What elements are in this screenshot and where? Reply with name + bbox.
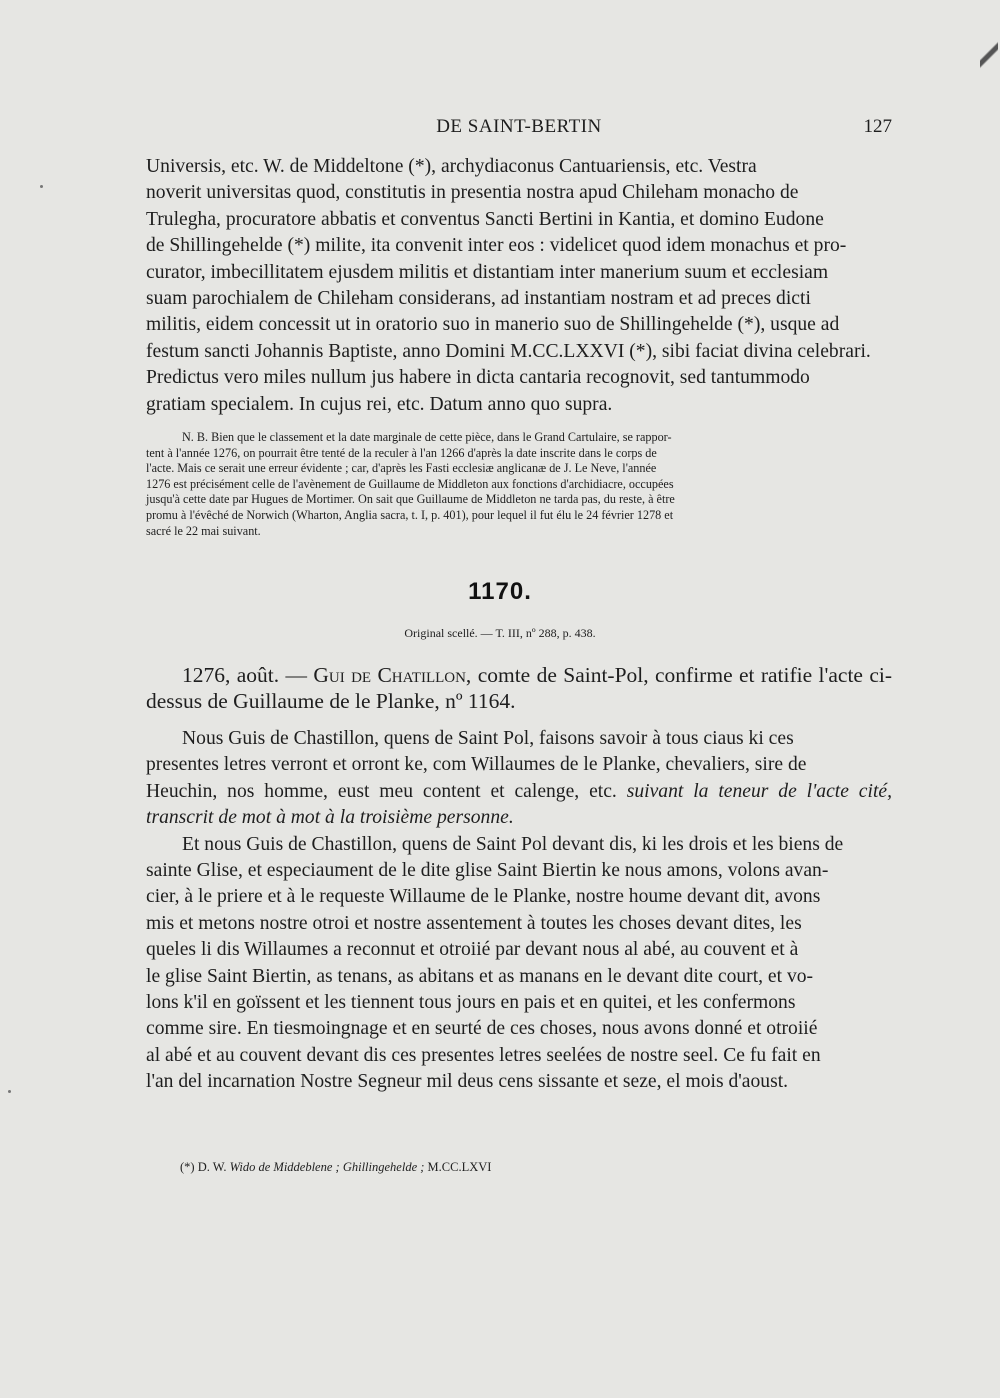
text-segment: Heuchin, nos homme, eust meu content et calenge, etc. — [146, 780, 617, 802]
editorial-note — [146, 430, 892, 539]
text-line: gratiam specialem. In cujus rei, etc. Datum anno quo supra. — [146, 393, 613, 415]
summary-date: 1276, août. — — [182, 663, 307, 687]
document-source: Original scellé. — T. III, nº 288, p. 438. — [404, 626, 596, 640]
note-line: jusqu'à cette date par Hugues de Mortimer. On sait que Guillaume de Middleton ne tarda pas, du reste, à être — [146, 492, 675, 507]
footnote-tail: M.CC.LXVI — [427, 1160, 492, 1174]
text-line — [146, 779, 892, 832]
text-line: Trulegha, procuratore abbatis et conventus Sancti Bertini in Kantia, et domino Eudone — [146, 208, 824, 230]
document-number: 1170. — [468, 578, 532, 605]
text-line: cier, à le priere et à le requeste Willaume de le Planke, nostre houme devant dit, avons — [146, 886, 821, 908]
footnote-italic-1: Wido de Middeblene ; — [229, 1160, 340, 1174]
text-line: noverit universitas quod, constitutis in presentia nostra apud Chileham monacho de — [146, 182, 799, 204]
note-line: promu à l'évêché de Norwich (Wharton, Anglia sacra, t. I, p. 401), pour lequel il fut élu le 24 février 1278 et — [146, 507, 674, 522]
note-line: tent à l'année 1276, on pourrait être tenté de la reculer à l'an 1266 d'après la date inscrite dans le corps de — [146, 445, 657, 460]
text-line: suam parochialem de Chileham considerans, ad instantiam nostram et ad preces dicti — [146, 288, 811, 310]
text-line: l'an del incarnation Nostre Segneur mil deus cens sissante et seze, el mois d'aoust. — [146, 1071, 789, 1093]
text-line: queles li dis Willaumes a reconnut et otroiié par devant nous al abé, au couvent et à — [146, 939, 799, 961]
footnote-italic-2: Ghillingehelde ; — [342, 1160, 425, 1174]
text-line: festum sancti Johannis Baptiste, anno Domini M.CC.LXXVI (*), sibi faciat divina celebrari. — [146, 340, 871, 362]
running-title: DE SAINT-BERTIN — [436, 116, 602, 137]
page-number: 127 — [863, 116, 892, 137]
document-summary — [146, 662, 892, 714]
note-line: 1276 est précisément celle de l'avènement de Guillaume de Middleton aux fonctions d'archidiacre, occupées — [146, 476, 674, 491]
text-line: le glise Saint Biertin, as tenans, as abitans et as manans en le devant dite court, et vo- — [146, 965, 814, 987]
pencil-mark — [980, 40, 998, 70]
paper-speck — [8, 1090, 11, 1093]
document-body — [146, 726, 892, 1096]
text-line: Et nous Guis de Chastillon, quens de Saint Pol devant dis, ki les drois et les biens de — [182, 833, 844, 855]
text-line: Nous Guis de Chastillon, quens de Saint Pol, faisons savoir à tous ciaus ki ces — [182, 728, 794, 749]
text-line: Universis, etc. W. de Middeltone (*), archydiaconus Cantuariensis, etc. Vestra — [146, 156, 757, 177]
note-line: l'acte. Mais ce serait une erreur évidente ; car, d'après les Fasti ecclesiæ anglicanæ de J. Le Neve, l'année — [146, 461, 657, 476]
text-line: lons k'il en goïssent et les tiennent tous jours en pais et en quitei, et les confermons — [146, 992, 796, 1014]
editorial-italic: suivant la teneur de l'acte cité, transcrit de mot à mot à la troisième personne. — [146, 780, 892, 829]
text-line: curator, imbecillitatem ejusdem militis et distantiam inter manerium suum et ecclesiam — [146, 261, 829, 283]
previous-document-text — [146, 154, 892, 418]
note-line: N. B. Bien que le classement et la date marginale de cette pièce, dans le Grand Cartulaire, se rappor- — [182, 430, 672, 444]
text-line: militis, eidem concessit ut in oratorio suo in manerio suo de Shillingehelde (*), usque ad — [146, 314, 840, 336]
text-line: comme sire. En tiesmoingnage et en seurté de ces choses, nous avons donné et otroiié — [146, 1018, 818, 1040]
page-header — [146, 116, 892, 142]
footnote-marker: (*) D. W. — [180, 1160, 227, 1174]
text-line: sainte Glise, et especiaument de le dite glise Saint Biertin ke nous amons, volons avan- — [146, 860, 829, 882]
summary-name: Gui de Chatillon, — [313, 663, 472, 687]
text-line: presentes letres verront et orront ke, com Willaumes de le Planke, chevaliers, sire de — [146, 754, 807, 776]
text-line: Predictus vero miles nullum jus habere in dicta cantaria recognovit, sed tantummodo — [146, 367, 810, 389]
footnote — [180, 1160, 880, 1175]
text-line: de Shillingehelde (*) milite, ita convenit inter eos : videlicet quod idem monachus et pro- — [146, 235, 847, 257]
text-line: al abé et au couvent devant dis ces presentes letres seelées de nostre seel. Ce fu fait en — [146, 1044, 821, 1066]
text-line: mis et metons nostre otroi et nostre assentement à toutes les choses devant dites, les — [146, 912, 802, 934]
note-line: sacré le 22 mai suivant. — [146, 523, 261, 538]
paper-speck — [40, 185, 43, 188]
summary-rest: comte de Saint-Pol, confirme et ratifie l'acte ci-dessus de Guillaume de le Planke, nº 1164. — [146, 663, 893, 713]
